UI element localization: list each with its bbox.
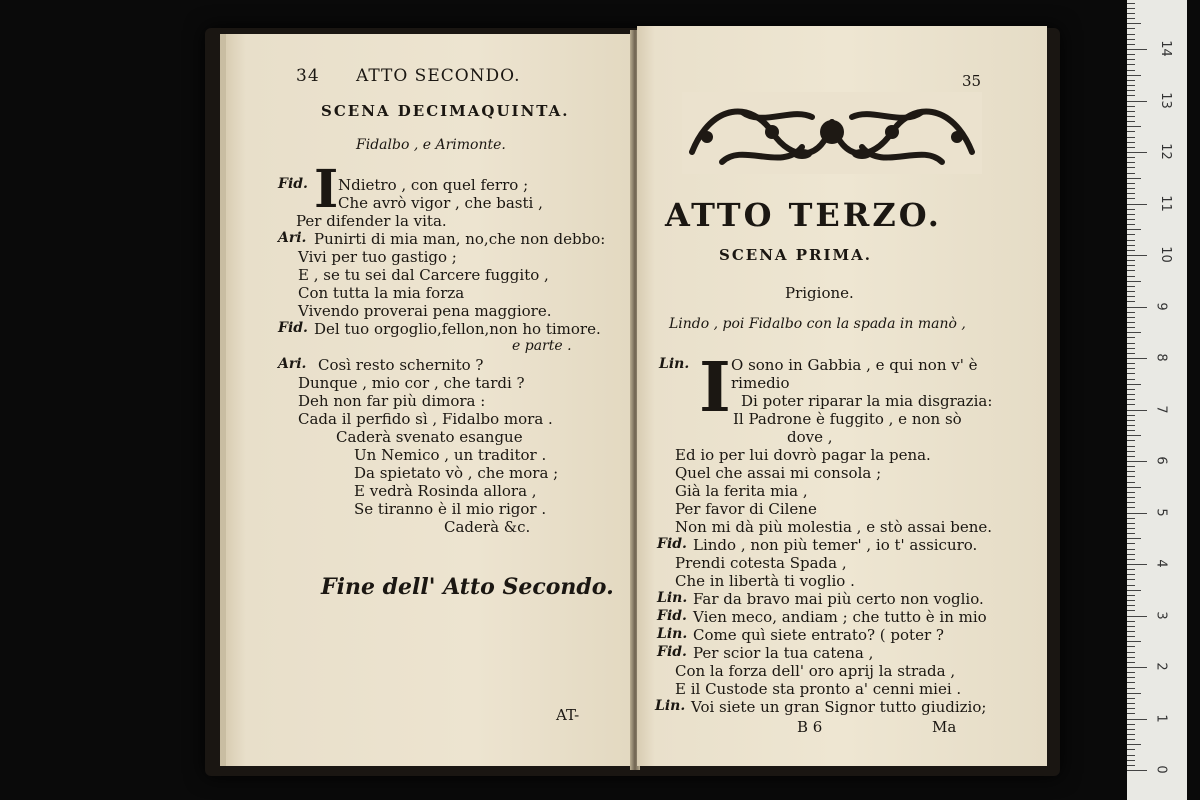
speaker: Fid.	[657, 608, 687, 624]
ruler-tick	[1127, 476, 1135, 477]
ruler-tick	[1127, 137, 1135, 138]
ruler-tick	[1127, 245, 1135, 246]
verse-line: E vedrà Rosinda allora ,	[354, 482, 537, 500]
verse-line: Che avrò vigor , che basti ,	[338, 194, 543, 212]
ruler-tick	[1127, 106, 1135, 107]
ruler-tick	[1127, 301, 1135, 302]
ruler-tick	[1127, 579, 1135, 580]
verse-line: Con la forza dell' oro aprij la strada ,	[675, 662, 956, 680]
ruler-tick	[1127, 688, 1135, 689]
ruler-tick	[1127, 3, 1135, 4]
ruler-tick	[1127, 44, 1135, 45]
ruler-tick	[1127, 770, 1147, 771]
ruler-tick	[1127, 327, 1135, 328]
ruler-tick	[1127, 363, 1135, 364]
verse-line: rimedio	[731, 374, 790, 392]
ruler-tick	[1127, 353, 1135, 354]
ruler-tick	[1127, 270, 1135, 271]
verse-line: Con tutta la mia forza	[298, 284, 465, 302]
ruler-tick	[1127, 394, 1135, 395]
ruler-tick	[1127, 729, 1135, 730]
ruler-tick	[1127, 415, 1135, 416]
ruler-tick	[1127, 286, 1135, 287]
ruler-tick	[1127, 646, 1135, 647]
ruler-tick	[1127, 693, 1141, 694]
ruler-tick	[1127, 626, 1135, 627]
ruler-tick	[1127, 435, 1141, 436]
ruler-tick	[1127, 152, 1147, 153]
ruler-tick	[1127, 749, 1135, 750]
verse-line: dove ,	[787, 428, 833, 446]
verse-line: Se tiranno è il mio rigor .	[354, 500, 547, 518]
scene-setting: Prigione.	[785, 284, 854, 302]
ruler-tick	[1127, 410, 1147, 411]
speaker: Fid.	[657, 644, 687, 660]
ruler-tick	[1127, 18, 1135, 19]
characters-right: Lindo , poi Fidalbo con la spada in manò ,	[669, 316, 966, 332]
ruler-tick	[1127, 75, 1141, 76]
verse-line: Il Padrone è fuggito , e non sò	[733, 410, 962, 428]
ruler-label: 12	[1157, 143, 1173, 160]
ruler-tick	[1127, 549, 1135, 550]
ruler-label: 10	[1157, 246, 1173, 263]
verse-line: Ndietro , con quel ferro ;	[338, 176, 529, 194]
verse-line: Far da bravo mai più certo non voglio.	[693, 590, 984, 608]
verse-line: Un Nemico , un traditor .	[354, 446, 547, 464]
ruler-tick	[1127, 121, 1135, 122]
ruler-tick	[1127, 420, 1135, 421]
ruler-tick	[1127, 234, 1135, 235]
verse-line: Prendi cotesta Spada ,	[675, 554, 847, 572]
ruler-tick	[1127, 636, 1135, 637]
ruler-tick	[1127, 744, 1141, 745]
woodcut-ornament	[682, 92, 982, 174]
ruler-tick	[1127, 543, 1135, 544]
ruler-tick	[1127, 28, 1135, 29]
act-ending: Fine dell' Atto Secondo.	[321, 574, 614, 600]
ruler-tick	[1127, 307, 1147, 308]
verse-line: Per scior la tua catena ,	[693, 644, 874, 662]
ruler-tick	[1127, 724, 1135, 725]
ruler-tick	[1127, 142, 1135, 143]
stage-direction: e parte .	[512, 338, 572, 354]
ruler-tick	[1127, 662, 1135, 663]
ruler-tick	[1127, 80, 1135, 81]
ruler-tick	[1127, 446, 1135, 447]
speaker: Lin.	[655, 698, 686, 714]
ruler-tick	[1127, 384, 1141, 385]
verse-line: Vivi per tuo gastigo ;	[298, 248, 457, 266]
ruler-tick	[1127, 574, 1135, 575]
ruler-tick	[1127, 554, 1135, 555]
verse-line: Deh non far più dimora :	[298, 392, 486, 410]
ruler-tick	[1127, 348, 1135, 349]
verse-line: Come quì siete entrato? ( poter ?	[693, 626, 944, 644]
ruler-tick	[1127, 760, 1135, 761]
ruler-tick	[1127, 49, 1147, 50]
ruler-tick	[1127, 605, 1135, 606]
ruler-tick	[1127, 224, 1135, 225]
ruler-tick	[1127, 131, 1135, 132]
ruler-tick	[1127, 90, 1135, 91]
ruler-tick	[1127, 54, 1135, 55]
ruler-tick	[1127, 703, 1135, 704]
speaker: Lin.	[657, 626, 688, 642]
verse-line: O sono in Gabbia , e qui non v' è	[731, 356, 978, 374]
measurement-ruler	[1127, 0, 1187, 800]
ruler-tick	[1127, 126, 1141, 127]
left-page	[220, 34, 641, 766]
ruler-tick	[1127, 111, 1135, 112]
ruler-tick	[1127, 116, 1135, 117]
ruler-tick	[1127, 260, 1135, 261]
ruler-tick	[1127, 312, 1135, 313]
ruler-label: 9	[1153, 301, 1169, 311]
ruler-tick	[1127, 167, 1135, 168]
ruler-tick	[1127, 657, 1135, 658]
ruler-tick	[1127, 332, 1141, 333]
verse-line: Da spietato vò , che mora ;	[354, 464, 559, 482]
ruler-tick	[1127, 708, 1135, 709]
speaker: Fid.	[278, 320, 308, 336]
ruler-label: 11	[1157, 194, 1173, 212]
ruler-tick	[1127, 209, 1135, 210]
ruler-tick	[1127, 188, 1135, 189]
ruler-tick	[1127, 373, 1135, 374]
verse-line: E , se tu sei dal Carcere fuggito ,	[298, 266, 549, 284]
ruler-tick	[1127, 734, 1135, 735]
ruler-label: 8	[1153, 353, 1169, 362]
ruler-tick	[1127, 296, 1135, 297]
verse-line: Che in libertà ti voglio .	[675, 572, 855, 590]
verse-line: Ed io per lui dovrò pagar la pena.	[675, 446, 931, 464]
ruler-tick	[1127, 497, 1135, 498]
ruler-tick	[1127, 713, 1135, 714]
ruler-tick	[1127, 70, 1135, 71]
signature-mark: B 6	[797, 718, 823, 736]
ruler-tick	[1127, 492, 1135, 493]
ruler-tick	[1127, 173, 1135, 174]
ruler-tick	[1127, 425, 1135, 426]
ruler-tick	[1127, 214, 1135, 215]
verse-line: Per favor di Cilene	[675, 500, 817, 518]
ruler-tick	[1127, 343, 1135, 344]
verse-line: Dunque , mio cor , che tardi ?	[298, 374, 525, 392]
ruler-tick	[1127, 569, 1135, 570]
ruler-tick	[1127, 595, 1135, 596]
speaker: Lin.	[657, 590, 688, 606]
ruler-tick	[1127, 250, 1135, 251]
ruler-tick	[1127, 585, 1135, 586]
ruler-tick	[1127, 513, 1147, 514]
verse-line: Caderà svenato esangue	[336, 428, 523, 446]
ruler-tick	[1127, 533, 1135, 534]
ruler-tick	[1127, 85, 1135, 86]
ruler-label: 2	[1153, 662, 1169, 671]
verse-line: Già la ferita mia ,	[675, 482, 808, 500]
verse-line: Punirti di mia man, no,che non debbo:	[314, 230, 606, 248]
ruler-tick	[1127, 59, 1135, 60]
page-number-left: 34	[296, 66, 320, 86]
ruler-tick	[1127, 523, 1135, 524]
ruler-tick	[1127, 538, 1141, 539]
ruler-tick	[1127, 13, 1135, 14]
verse-line: Caderà &c.	[444, 518, 531, 536]
speaker: Fid.	[657, 536, 687, 552]
ruler-label: 4	[1153, 559, 1169, 568]
speaker: Ari.	[278, 230, 307, 246]
ruler-label: 5	[1153, 507, 1169, 517]
verse-line: Di poter riparar la mia disgrazia:	[741, 392, 993, 410]
ruler-tick	[1127, 564, 1147, 565]
ruler-tick	[1127, 641, 1141, 642]
scene-title-right: SCENA PRIMA.	[719, 246, 873, 264]
verse-line: Per difender la vita.	[296, 212, 447, 230]
ruler-tick	[1127, 399, 1135, 400]
ruler-tick	[1127, 379, 1135, 380]
verse-line: Vivendo proverai pena maggiore.	[298, 302, 552, 320]
ruler-tick	[1127, 667, 1147, 668]
ruler-tick	[1127, 739, 1135, 740]
ruler-tick	[1127, 440, 1135, 441]
ruler-tick	[1127, 317, 1135, 318]
catchword-left: AT-	[556, 706, 580, 724]
ruler-tick	[1127, 471, 1135, 472]
dropcap-left: I	[314, 159, 339, 220]
ruler-tick	[1127, 487, 1141, 488]
ruler-tick	[1127, 765, 1135, 766]
verse-line: Voi siete un gran Signor tutto giudizio;	[691, 698, 987, 716]
ruler-tick	[1127, 64, 1135, 65]
ruler-tick	[1127, 39, 1135, 40]
verse-line: Quel che assai mi consola ;	[675, 464, 882, 482]
speaker: Lin.	[659, 356, 690, 372]
ruler-tick	[1127, 157, 1135, 158]
page-number-right: 35	[962, 72, 982, 90]
ruler-label: 1	[1153, 713, 1169, 723]
scene-title-left: SCENA DECIMAQUINTA.	[321, 102, 570, 120]
ruler-tick	[1127, 507, 1135, 508]
running-head: ATTO SECONDO.	[356, 66, 521, 86]
ruler-label: 0	[1153, 765, 1169, 774]
ruler-tick	[1127, 276, 1135, 277]
ruler-tick	[1127, 677, 1135, 678]
ruler-tick	[1127, 621, 1135, 622]
ruler-tick	[1127, 322, 1135, 323]
ruler-tick	[1127, 404, 1135, 405]
ruler-tick	[1127, 183, 1135, 184]
ruler-tick	[1127, 34, 1135, 35]
ruler-tick	[1127, 559, 1135, 560]
characters-left: Fidalbo , e Arimonte.	[356, 137, 506, 153]
verse-line: E il Custode sta pronto a' cenni miei .	[675, 680, 962, 698]
ruler-tick	[1127, 518, 1135, 519]
ruler-tick	[1127, 590, 1141, 591]
ruler-tick	[1127, 229, 1141, 230]
ruler-tick	[1127, 219, 1135, 220]
speaker: Fid.	[278, 176, 308, 192]
ruler-tick	[1127, 178, 1141, 179]
ruler-tick	[1127, 95, 1135, 96]
ruler-tick	[1127, 631, 1135, 632]
verse-line: Vien meco, andiam ; che tutto è in mio	[693, 608, 987, 626]
ruler-label: 13	[1157, 91, 1173, 109]
ruler-tick	[1127, 162, 1135, 163]
ruler-tick	[1127, 281, 1141, 282]
ruler-tick	[1127, 101, 1147, 102]
ruler-tick	[1127, 337, 1135, 338]
verse-line: Cada il perfido sì , Fidalbo mora .	[298, 410, 553, 428]
ruler-tick	[1127, 147, 1135, 148]
ruler-tick	[1127, 291, 1135, 292]
ruler-tick	[1127, 430, 1135, 431]
ruler-tick	[1127, 482, 1135, 483]
ruler-tick	[1127, 368, 1135, 369]
verse-line: Non mi dà più molestia , e stò assai bene.	[675, 518, 993, 536]
speaker: Ari.	[278, 356, 307, 372]
ruler-tick	[1127, 255, 1147, 256]
ruler-tick	[1127, 8, 1135, 9]
verse-line: Lindo , non più temer' , io t' assicuro.	[693, 536, 978, 554]
ruler-label: 3	[1153, 610, 1169, 620]
dropcap-right: I	[699, 348, 731, 428]
ruler-tick	[1127, 682, 1135, 683]
ruler-tick	[1127, 600, 1135, 601]
ruler-tick	[1127, 502, 1135, 503]
catchword-right: Ma	[932, 718, 957, 736]
ruler-tick	[1127, 528, 1135, 529]
ruler-tick	[1127, 389, 1135, 390]
ruler-tick	[1127, 193, 1135, 194]
ruler-tick	[1127, 240, 1135, 241]
act-title: ATTO TERZO.	[665, 196, 942, 234]
ruler-tick	[1127, 755, 1135, 756]
ruler-tick	[1127, 616, 1147, 617]
ruler-label: 7	[1153, 404, 1169, 414]
ruler-tick	[1127, 456, 1135, 457]
ruler-tick	[1127, 451, 1135, 452]
ruler-label: 14	[1157, 40, 1173, 57]
ruler-tick	[1127, 698, 1135, 699]
ruler-tick	[1127, 461, 1147, 462]
ruler-tick	[1127, 719, 1147, 720]
ruler-tick	[1127, 23, 1141, 24]
ruler-tick	[1127, 466, 1135, 467]
ruler-tick	[1127, 358, 1147, 359]
ruler-label: 6	[1153, 456, 1169, 465]
ruler-tick	[1127, 610, 1135, 611]
ruler-tick	[1127, 672, 1135, 673]
ruler-tick	[1127, 204, 1147, 205]
ruler-tick	[1127, 198, 1135, 199]
ruler-tick	[1127, 265, 1135, 266]
verse-line: Così resto schernito ?	[318, 356, 484, 374]
verse-line: Del tuo orgoglio,fellon,non ho timore.	[314, 320, 601, 338]
ruler-tick	[1127, 652, 1135, 653]
